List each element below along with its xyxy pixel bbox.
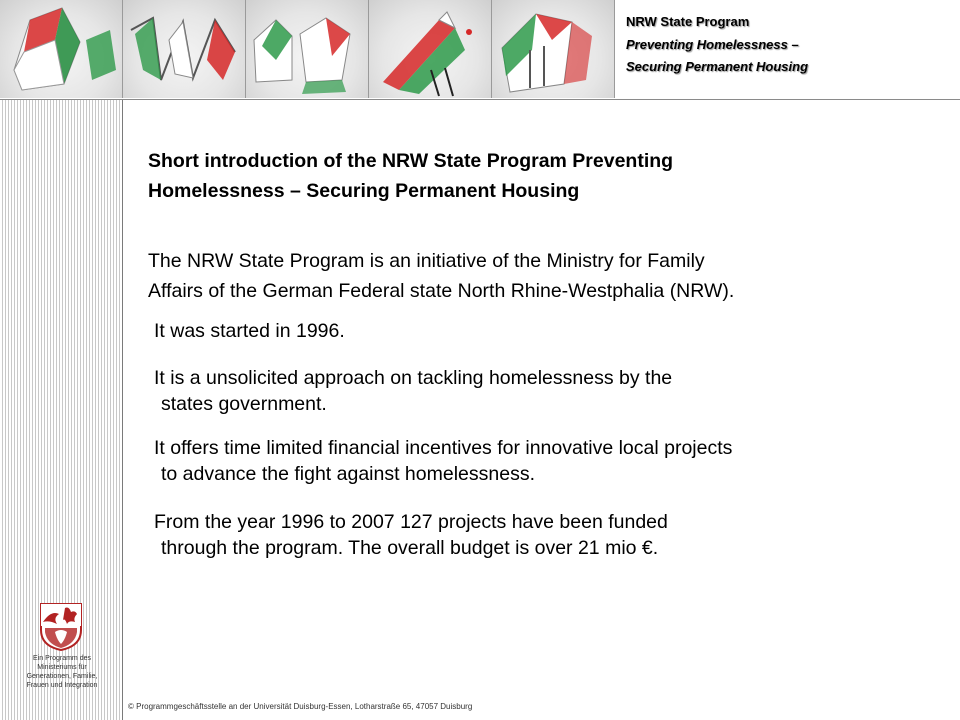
intro-line2: Affairs of the German Federal state North Rhine-Westphalia (NRW). — [148, 280, 735, 302]
intro-line1: The NRW State Program is an initiative of the Ministry for Family — [148, 250, 705, 272]
ministry-caption-line4: Frauen und Integration — [26, 682, 98, 689]
house-sculpture-image-2 — [123, 0, 246, 98]
program-title-box — [620, 14, 950, 81]
house-sculpture-image-1 — [0, 0, 123, 98]
bullet-paragraph-2 — [154, 365, 894, 417]
header-divider — [0, 99, 960, 100]
ministry-caption-line1: Ein Programm des — [33, 655, 91, 662]
slide-content — [148, 146, 928, 559]
header-banner — [0, 0, 960, 100]
footer-copyright: © Programmgeschäftsstelle an der Universität Duisburg-Essen, Lotharstraße 65, 47057 Duisburg — [128, 702, 473, 711]
bullet-2-line1: It is a unsolicited approach on tackling homelessness by the — [154, 367, 673, 389]
slide-heading — [148, 146, 928, 206]
bullet-4-line1: From the year 1996 to 2007 127 projects have been funded — [154, 511, 668, 533]
bullet-paragraph-4 — [154, 509, 894, 561]
slide-heading-line1: Short introduction of the NRW State Program Preventing — [148, 150, 674, 172]
house-sculpture-image-3 — [246, 0, 369, 98]
house-sculpture-image-4 — [369, 0, 492, 98]
program-subtitle-line1: Preventing Homelessness – — [626, 37, 799, 52]
slide-heading-line2: Homelessness – Securing Permanent Housing — [148, 180, 580, 202]
ministry-caption — [6, 654, 118, 690]
program-title: NRW State Program — [626, 14, 750, 29]
bullet-4-line2: through the program. The overall budget is over 21 mio €. — [161, 537, 659, 559]
house-sculpture-image-5 — [492, 0, 615, 98]
bullet-paragraph-3 — [154, 435, 894, 487]
bullet-2-line2: states government. — [161, 393, 327, 415]
nrw-coat-of-arms-icon — [37, 600, 85, 652]
bullet-3-line2: to advance the fight against homelessness. — [161, 463, 535, 485]
bullet-paragraph-1 — [154, 318, 894, 344]
bullet-3-line1: It offers time limited financial incentives for innovative local projects — [154, 437, 733, 459]
program-subtitle-line2: Securing Permanent Housing — [626, 59, 809, 74]
intro-paragraph — [148, 246, 928, 306]
ministry-caption-line2: Ministeriums für — [37, 664, 87, 671]
bullet-1-line1: It was started in 1996. — [154, 320, 345, 342]
ministry-caption-line3: Generationen, Familie, — [26, 673, 98, 680]
